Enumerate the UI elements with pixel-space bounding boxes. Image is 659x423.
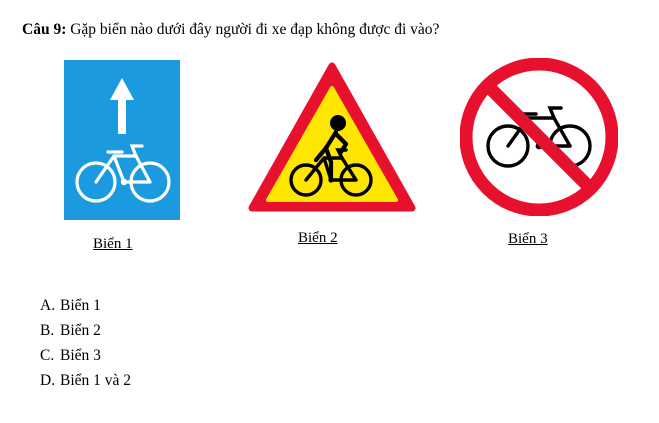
answer-text-a: Biển 1 — [60, 297, 101, 314]
question-line — [22, 20, 439, 40]
answer-text-d: Biển 1 và 2 — [60, 372, 132, 389]
sign-2 — [248, 62, 416, 214]
sign-1-symbols — [64, 60, 180, 220]
sign-3 — [460, 58, 618, 216]
sign-1-frame — [58, 54, 186, 226]
question-text: Gặp biển nào dưới đây người đi xe đạp không được đi vào? — [70, 21, 440, 38]
answer-list — [40, 295, 131, 395]
sign-2-caption: Biển 2 — [298, 230, 338, 246]
answer-text-c: Biển 3 — [60, 347, 101, 364]
bicycle-icon — [77, 146, 169, 201]
up-arrow-icon — [110, 78, 134, 134]
sign-1-blue-panel — [61, 57, 183, 223]
sign-1-caption: Biển 1 — [93, 236, 133, 252]
answer-option-a[interactable] — [40, 295, 131, 317]
answer-letter-a: A. — [40, 297, 56, 314]
sign-1 — [58, 54, 186, 226]
answer-option-b[interactable] — [40, 320, 131, 342]
answer-letter-c: C. — [40, 347, 55, 364]
answer-text-b: Biển 2 — [60, 322, 101, 339]
answer-option-d[interactable] — [40, 370, 131, 392]
question-number: Câu 9: — [22, 21, 67, 38]
sign-2-graphic — [248, 62, 416, 214]
sign-3-graphic — [460, 58, 618, 216]
answer-option-c[interactable] — [40, 345, 131, 367]
sign-3-caption: Biển 3 — [508, 231, 548, 247]
answer-letter-b: B. — [40, 322, 55, 339]
answer-letter-d: D. — [40, 372, 56, 389]
